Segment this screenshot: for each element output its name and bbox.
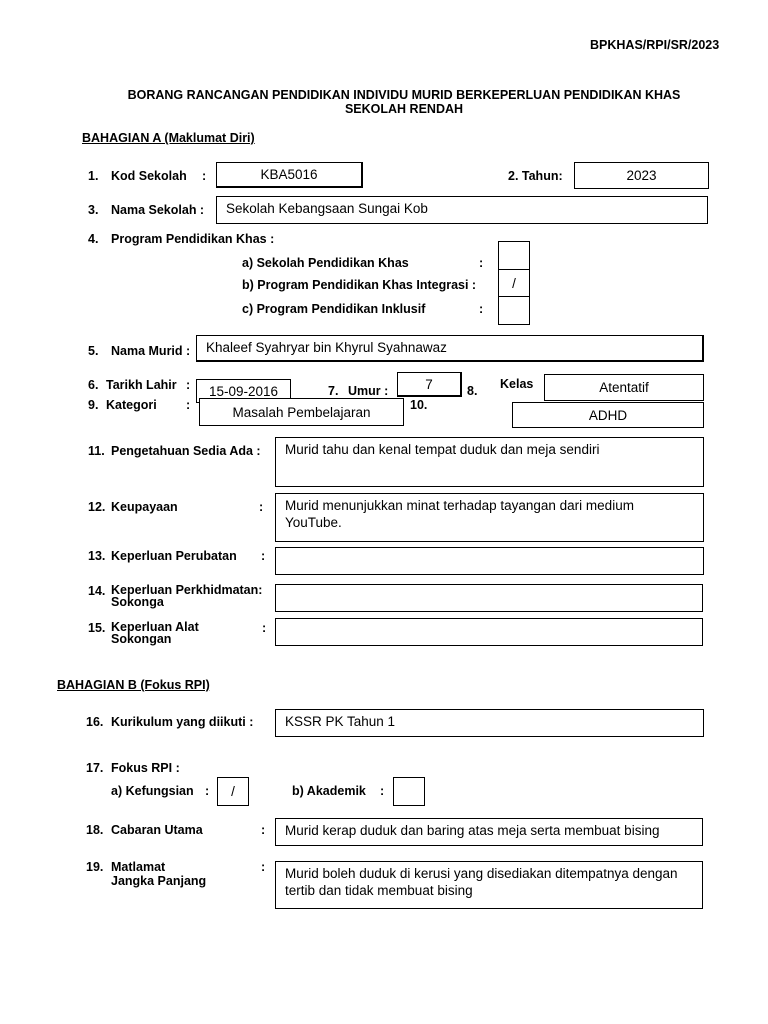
tarikh-lahir-colon: : <box>186 378 191 392</box>
perkhidmatan-number: 14. <box>88 584 106 598</box>
form-title <box>0 88 768 116</box>
keupayaan-number: 12. <box>88 500 106 514</box>
umur-field[interactable]: 7 <box>397 372 462 397</box>
program-option-a-label: a) Sekolah Pendidikan Khas <box>242 256 409 270</box>
section-b-heading: BAHAGIAN B (Fokus RPI) <box>57 678 210 692</box>
tarikh-lahir-number: 6. <box>88 378 99 392</box>
nama-murid-label: Nama Murid : <box>111 344 191 358</box>
program-number: 4. <box>88 232 99 246</box>
nama-sekolah-field[interactable]: Sekolah Kebangsaan Sungai Kob <box>216 196 708 224</box>
tahun-field[interactable]: 2023 <box>574 162 709 189</box>
perkhidmatan-label <box>111 584 262 608</box>
form-title-line2: SEKOLAH RENDAH <box>344 102 464 116</box>
keupayaan-field[interactable]: Murid menunjukkan minat terhadap tayangan dari medium YouTube. <box>275 493 704 542</box>
program-option-c-checkbox[interactable] <box>498 296 530 325</box>
kurikulum-field[interactable]: KSSR PK Tahun 1 <box>275 709 704 737</box>
matlamat-label-line1: Matlamat <box>111 860 166 874</box>
kod-sekolah-label: Kod Sekolah <box>111 169 187 183</box>
perkhidmatan-label-line1: Keperluan Perkhidmatan: <box>111 583 263 597</box>
perkhidmatan-label-line2: Sokonga <box>111 595 164 609</box>
kefungsian-label: a) Kefungsian <box>111 784 194 798</box>
cabaran-field[interactable]: Murid kerap duduk dan baring atas meja serta membuat bising <box>275 818 703 846</box>
matlamat-colon: : <box>261 860 266 874</box>
keupayaan-colon: : <box>259 500 264 514</box>
item-10-field[interactable]: ADHD <box>512 402 704 428</box>
pengetahuan-field[interactable]: Murid tahu dan kenal tempat duduk dan meja sendiri <box>275 437 704 487</box>
nama-sekolah-number: 3. <box>88 203 99 217</box>
perubatan-label: Keperluan Perubatan <box>111 549 237 563</box>
kefungsian-checkbox[interactable]: / <box>217 777 249 806</box>
matlamat-label <box>111 860 206 888</box>
kurikulum-number: 16. <box>86 715 104 729</box>
kelas-field[interactable]: Atentatif <box>544 374 704 401</box>
document-code: BPKHAS/RPI/SR/2023 <box>590 38 720 52</box>
akademik-checkbox[interactable] <box>393 777 425 806</box>
kelas-label: Kelas <box>500 377 534 391</box>
tarikh-lahir-field[interactable]: 15-09-2016 <box>196 379 291 403</box>
alat-label <box>111 621 199 645</box>
program-option-b-label: b) Program Pendidikan Khas Integrasi : <box>242 278 477 292</box>
program-option-a-colon: : <box>479 256 484 270</box>
program-option-a-checkbox[interactable] <box>498 241 530 270</box>
program-label: Program Pendidikan Khas : <box>111 232 275 246</box>
alat-colon: : <box>262 621 267 635</box>
pengetahuan-label: Pengetahuan Sedia Ada : <box>111 444 261 458</box>
matlamat-number: 19. <box>86 860 104 874</box>
kurikulum-label: Kurikulum yang diikuti : <box>111 715 254 729</box>
program-option-b-checkbox[interactable]: / <box>498 269 530 297</box>
akademik-label: b) Akademik <box>292 784 366 798</box>
program-option-c-colon: : <box>479 302 484 316</box>
cabaran-number: 18. <box>86 823 104 837</box>
kategori-label: Kategori <box>106 398 157 412</box>
perkhidmatan-field[interactable] <box>275 584 703 612</box>
alat-label-line2: Sokongan <box>111 632 172 646</box>
matlamat-label-line2: Jangka Panjang <box>111 874 207 888</box>
kelas-number: 8. <box>467 384 478 398</box>
nama-murid-field[interactable]: Khaleef Syahryar bin Khyrul Syahnawaz <box>196 335 704 362</box>
kod-sekolah-number: 1. <box>88 169 99 183</box>
tarikh-lahir-label: Tarikh Lahir <box>106 378 177 392</box>
akademik-colon: : <box>380 784 385 798</box>
alat-label-line1: Keperluan Alat <box>111 620 199 634</box>
pengetahuan-number: 11. <box>88 444 105 458</box>
form-title-line1: BORANG RANCANGAN PENDIDIKAN INDIVIDU MURID BERKEPERLUAN PENDIDIKAN KHAS <box>127 88 681 102</box>
program-option-c-label: c) Program Pendidikan Inklusif <box>242 302 426 316</box>
tahun-label: 2. Tahun: <box>508 169 563 183</box>
matlamat-field[interactable]: Murid boleh duduk di kerusi yang disediakan ditempatnya dengan tertib dan tidak membuat bising <box>275 861 703 909</box>
fokus-label: Fokus RPI : <box>111 761 180 775</box>
perubatan-colon: : <box>261 549 266 563</box>
umur-label: Umur : <box>348 384 389 398</box>
perubatan-field[interactable] <box>275 547 704 575</box>
cabaran-label: Cabaran Utama <box>111 823 203 837</box>
nama-murid-number: 5. <box>88 344 99 358</box>
fokus-number: 17. <box>86 761 104 775</box>
perubatan-number: 13. <box>88 549 106 563</box>
umur-number: 7. <box>328 384 339 398</box>
kategori-field[interactable]: Masalah Pembelajaran <box>199 398 404 426</box>
kategori-colon: : <box>186 398 191 412</box>
kod-sekolah-field[interactable]: KBA5016 <box>216 162 363 188</box>
kefungsian-colon: : <box>205 784 210 798</box>
nama-sekolah-label: Nama Sekolah : <box>111 203 205 217</box>
alat-number: 15. <box>88 621 106 635</box>
section-a-heading: BAHAGIAN A (Maklumat Diri) <box>82 131 255 145</box>
item-10-number: 10. <box>410 398 428 412</box>
keupayaan-label: Keupayaan <box>111 500 178 514</box>
kod-sekolah-colon: : <box>202 169 207 183</box>
kategori-number: 9. <box>88 398 99 412</box>
alat-field[interactable] <box>275 618 703 646</box>
cabaran-colon: : <box>261 823 266 837</box>
